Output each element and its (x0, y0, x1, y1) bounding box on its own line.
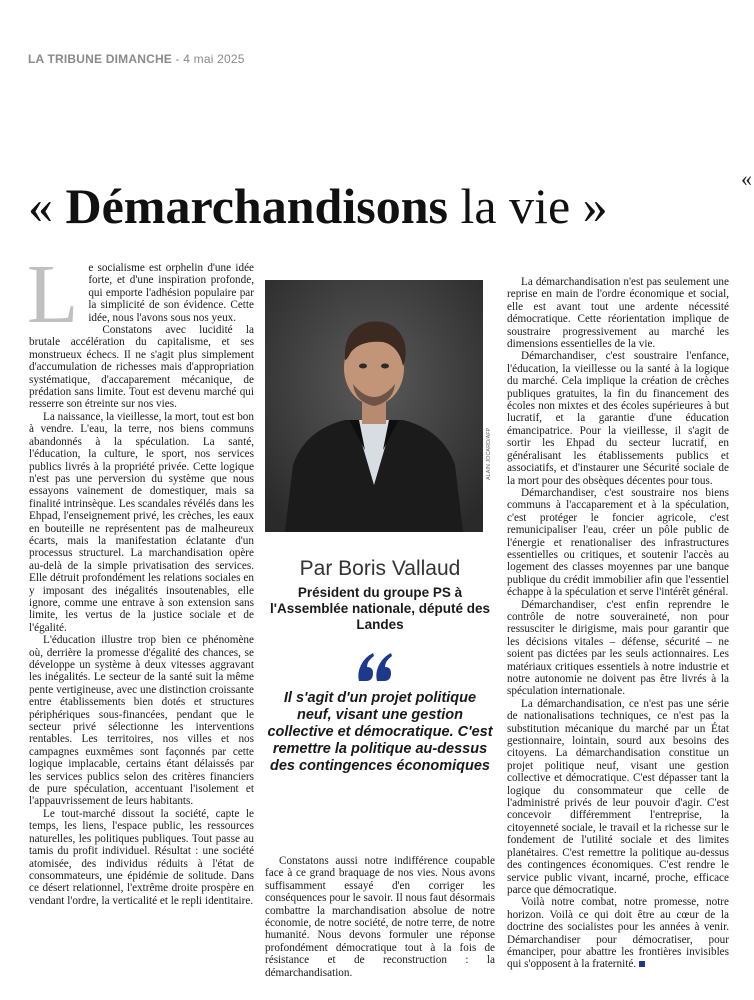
portrait-illustration (265, 280, 483, 532)
byline (265, 557, 495, 633)
paragraph-text: e socialisme est orphelin d'une idée forte, et d'une inspiration profonde, qui emporte l'adhésion populaire par la simplicité de son évidence. Cette idée, nous l'avons sous nos yeux. (88, 262, 254, 324)
paragraph: Constatons aussi notre indifférence coupable face à ce grand braquage de nos vies. Nous avons suffisamment essayé d'en corriger les conséquences pour le savoir. Il nous faut désormais combattre la marchandisation absolue de notre économie, de notre société, de notre terre, de notre humanité. Nous devons formuler une réponse profondément démocratique tout à la fois de résistance et de reconstruction : la démarchandisation. (265, 855, 495, 979)
photo-credit: ALAIN JOCARD/AFP (486, 427, 492, 480)
author-role: Président du groupe PS à l'Assemblée nationale, député des Landes (269, 585, 491, 632)
masthead (28, 52, 245, 66)
quote-icon (355, 651, 395, 683)
closing-paragraph (507, 896, 729, 970)
paragraph: L'éducation illustre trop bien ce phénomène où, derrière la promesse d'égalité des chances, se développe un système à deux vitesses aggravant les inégalités. Le secteur de la santé suit la même pente vertigineuse, avec une distinction croissante entre établissements bien dotés et structures périphériques sous-financées, pendant que le secteur privé sélectionne les interventions rentables. Les territoires, nos villes et nos campagnes euxmêmes sont façonnés par cette logique implacable, certains étant délaissés par les services publics selon des critères financiers de pure spéculation, accentuant l'isolement et l'appauvrissement de leurs habitants. (29, 634, 254, 808)
next-article-quote-mark: « (741, 166, 752, 191)
paragraph-text: Voilà notre combat, notre promesse, notre horizon. Voilà ce qui doit être au cœur de la doctrine des socialistes pour les années à venir. Démarchandiser pour démocratiser, pour émanciper, pour abattre les frontières invisibles qui s'opposent à la fraternité. (507, 896, 729, 971)
author-name: Par Boris Vallaud (299, 557, 461, 580)
publication-date: - 4 mai 2025 (172, 52, 245, 66)
end-mark-icon (639, 961, 645, 967)
paragraph: Constatons avec lucidité la brutale accélération du capitalisme, et ses monstrueux échecs. Il ne s'agit plus simplement d'accumulation de richesses mais d'appropriation systématique, d'accaparement mécanique, de prédation sans limite. Tout est devenu marché qui resserre son étreinte sur nos vies. (29, 324, 254, 411)
publication-name: LA TRIBUNE DIMANCHE (28, 52, 173, 66)
author-photo (265, 280, 483, 532)
paragraph: Démarchandiser, c'est soustraire l'enfance, l'éducation, la vieillesse ou la santé à la logique du marché. Cela implique la création de crèches publiques gratuites, la fin du financement des écoles non mixtes et des écoles supérieures à but lucratif, et la garantie d'une éducation émancipatrice. Pour la vieillesse, il s'agit de sortir les Ehpad du secteur lucratif, en généralisant les établissements publics et associatifs, et d'instaurer une Sécurité sociale de la mort pour des obsèques décentes pour tous. (507, 350, 729, 487)
lead-paragraph (27, 248, 254, 341)
headline-open-quote: « (28, 178, 66, 234)
article-headline (28, 176, 728, 236)
headline-rest: la vie » (447, 178, 608, 234)
headline-bold-word: Démarchandisons (65, 178, 448, 234)
paragraph: Le tout-marché dissout la société, capte le temps, les liens, l'espace public, les ressources naturelles, les politiques publiques. Tout passe au tamis du profit individuel. Résultat : une société atomisée, des individus réduits à l'état de consommateurs, une épidémie de solitude. Dans ce désert relationnel, l'extrême droite prospère en vendant l'ordre, la verticalité et le repli identitaire. (29, 807, 254, 907)
paragraph: La démarchandisation, ce n'est pas une série de nationalisations techniques, ce n'est pas la substitution mécanique du marché par un État gestionnaire, lointain, sourd aux besoins des citoyens. La démarchandisation constitue un projet politique neuf, visant une gestion collective et démocratique. C'est dépasser tant la logique du consommateur que celle de l'administré privés de leur pouvoir d'agir. C'est concevoir différemment l'entreprise, la citoyenneté sociale, le travail et la richesse sur le fondement de l'utilité sociale et des limites planétaires. C'est remettre la politique au-dessus des contingences économiques. C'est rendre le service public vivant, incarné, proche, efficace parce que démocratique. (507, 697, 729, 896)
paragraph: Démarchandiser, c'est soustraire nos biens communs à l'accaparement et à la spéculation, c'est protéger le foncier agricole, c'est remunicipaliser l'eau, créer un pôle public de l'énergie et renationaliser des infrastructures essentielles ou critiques, et soutenir l'accès au logement des classes moyennes par une banque publique du crédit immobilier afin que l'essentiel échappe à la spéculation et serve l'intérêt général. (507, 486, 729, 599)
paragraph: Démarchandiser, c'est enfin reprendre le contrôle de notre souveraineté, non pour ressusciter le dirigisme, mais pour garantir que les décisions vitales – défense, sécurité – ne soient pas dictées par les seuls actionnaires. Les matériaux critiques essentiels à notre industrie et notre autonomie ne doivent pas être livrés à la spéculation internationale. (507, 598, 729, 698)
middle-column (265, 855, 495, 979)
drop-cap: L (27, 248, 79, 341)
right-column (507, 276, 729, 971)
left-column (27, 248, 254, 907)
paragraph: La démarchandisation n'est pas seulement une reprise en main de l'ordre économique et social, elle est avant tout une ardente nécessité démocratique. Cette réorientation implique de soustraire progressivement au marché les dimensions essentielles de la vie. (507, 276, 729, 351)
paragraph: La naissance, la vieillesse, la mort, tout est bon à vendre. L'eau, la terre, nos biens communs abandonnés à la spéculation. La santé, l'éducation, la culture, le sport, nos services publics livrés à la propriété privée. Cette logique n'est pas une perversion du système que nous essayons vainement de domestiquer, mais sa finalité intrinsèque. Les scandales révélés dans les Ehpad, l'enseignement privé, les crèches, les eaux en bouteille ne représentent pas de malheureux écarts, mais la manifestation éclatante d'un processus structurel. La marchandisation opère au-delà de la simple privatisation des services. Elle détruit profondément les relations sociales en y imposant des inégalités insoutenables, elle ignore, comme une entrave à son extension sans limite, les vertus de la justice sociale et de l'égalité. (29, 410, 254, 634)
pull-quote: Il s'agit d'un projet politique neuf, visant une gestion collective et démocratique. C'est remettre la politique au-dessus des contingences économiques (267, 690, 493, 774)
